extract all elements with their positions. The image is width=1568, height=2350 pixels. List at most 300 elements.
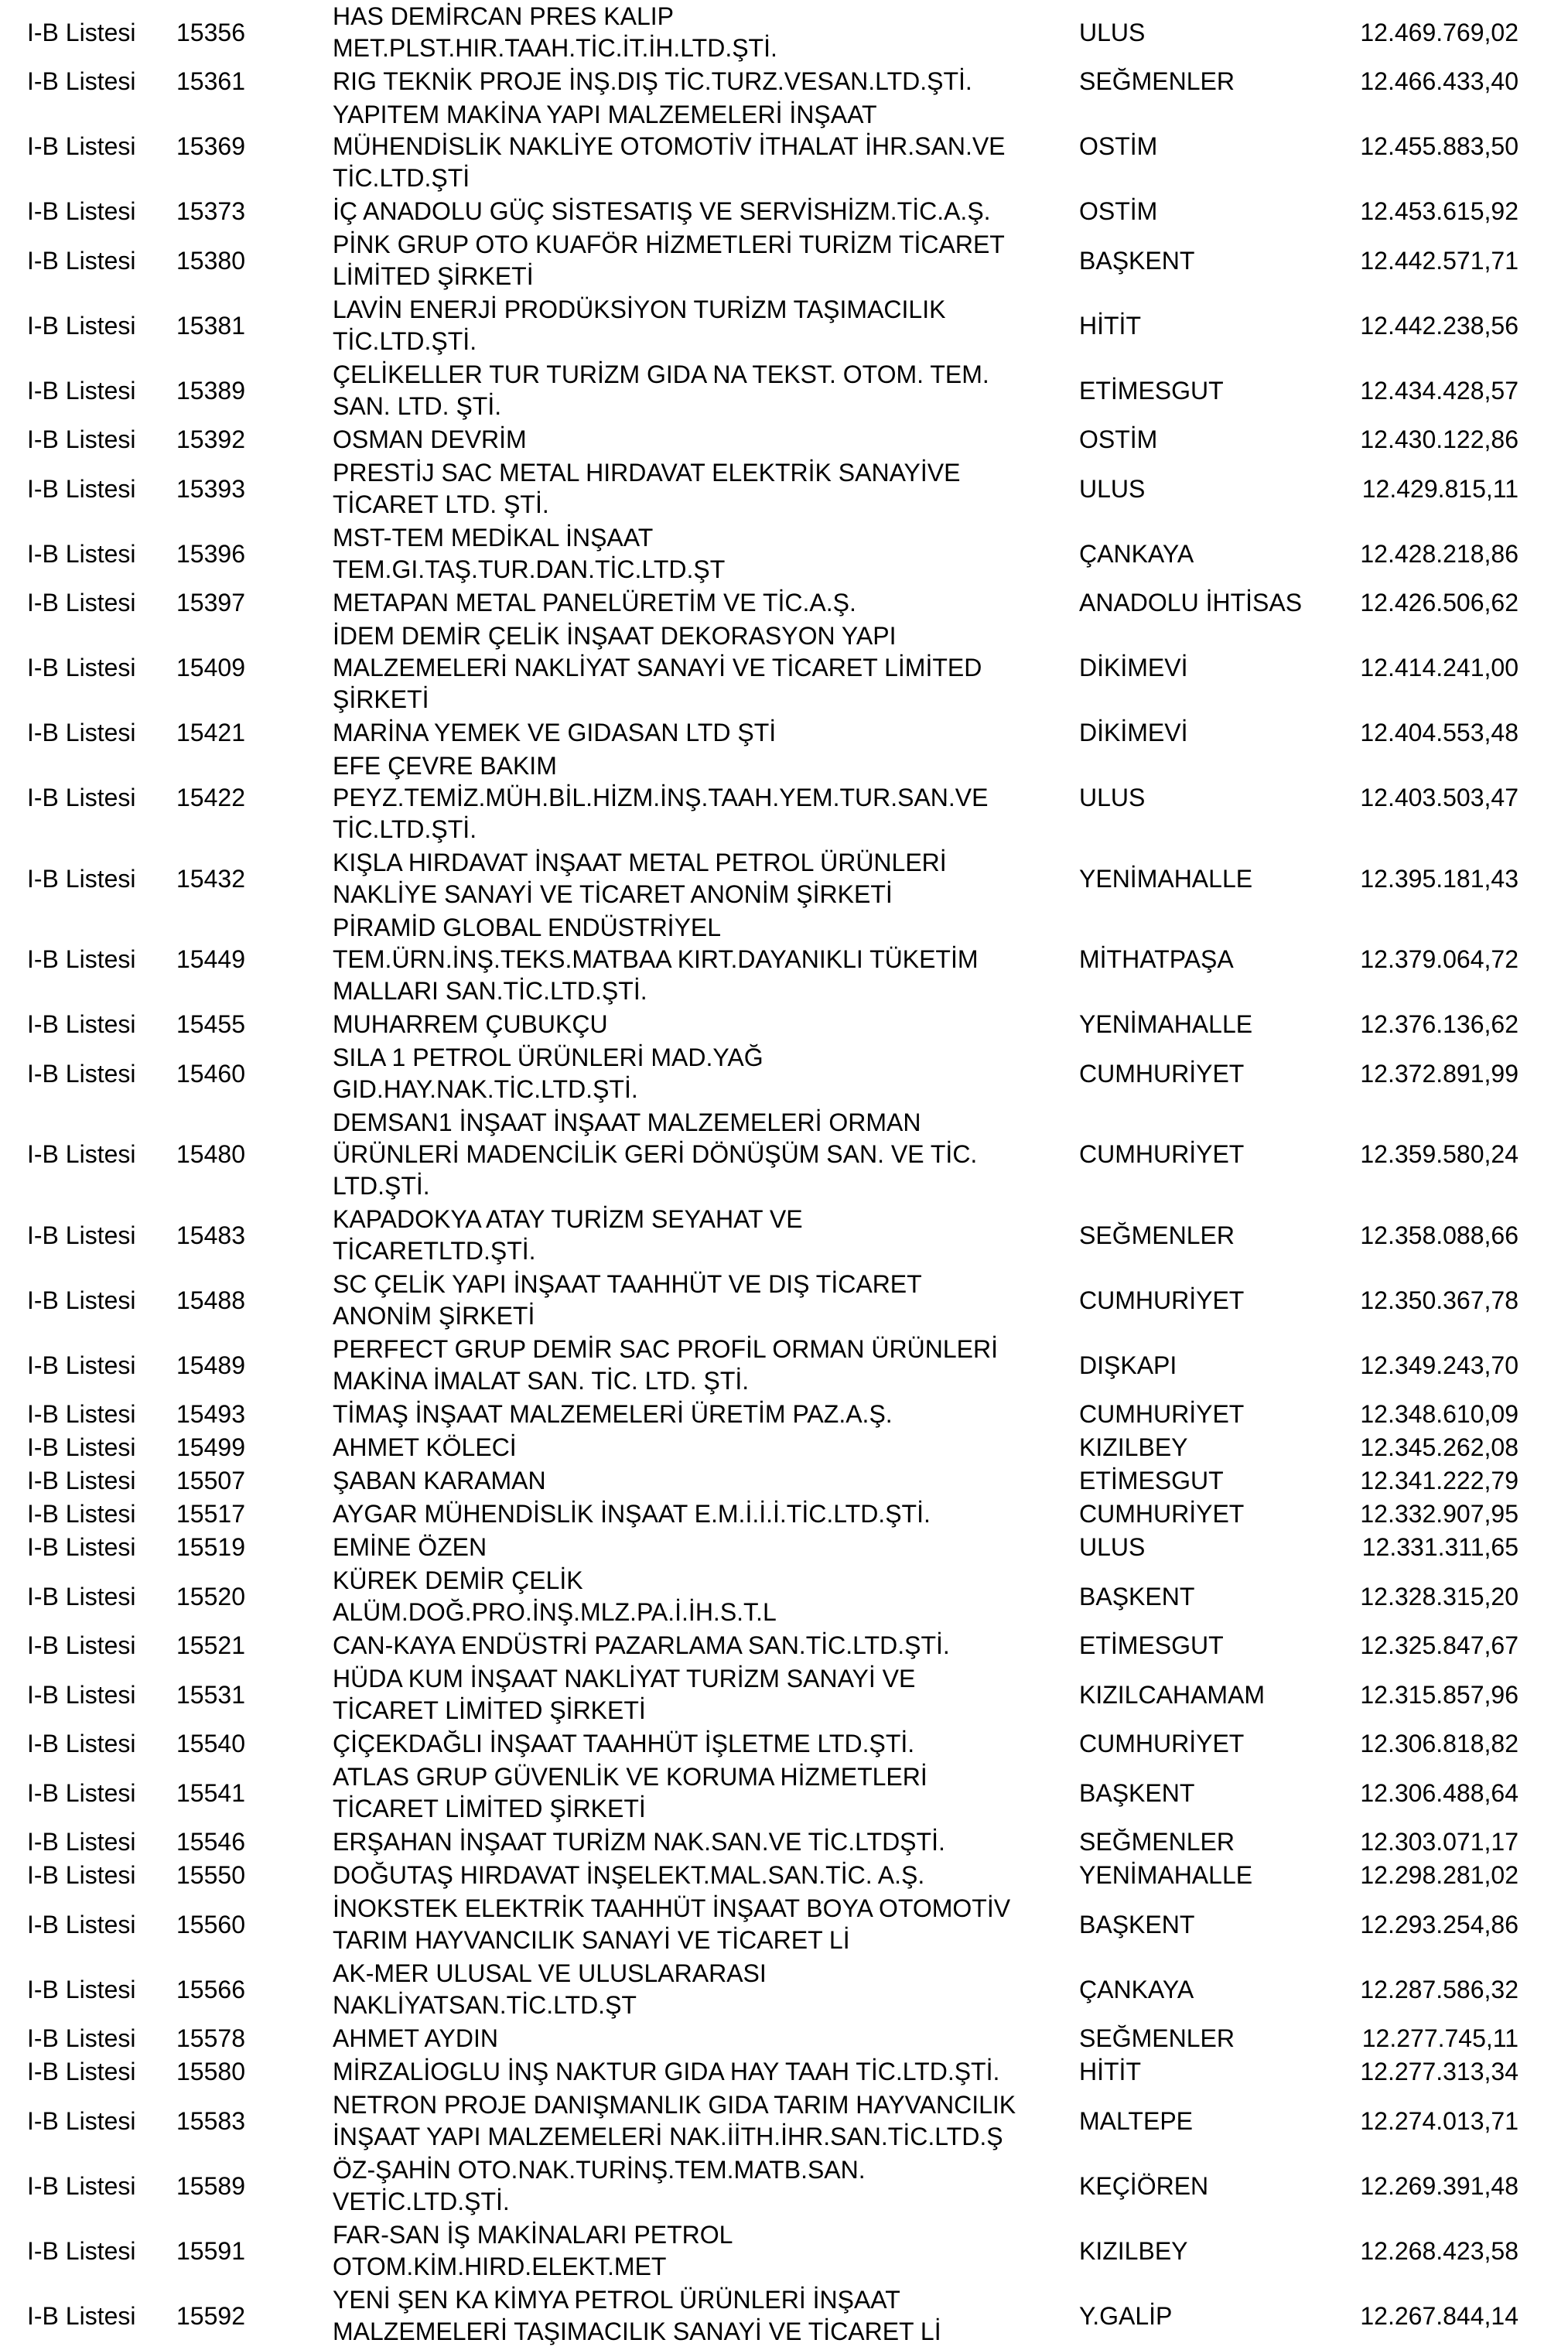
- company-name-cell: [333, 1958, 1079, 2021]
- company-name-cell: [333, 2219, 1079, 2283]
- row-number-cell: 15550: [176, 1861, 245, 1889]
- company-name-line: LTD.ŞTİ.: [333, 1172, 430, 1200]
- table-row: [0, 1957, 1568, 2022]
- row-number-cell: 15483: [176, 1221, 245, 1249]
- company-name-line: HAS DEMİRCAN PRES KALIP: [333, 2, 674, 30]
- table-row: [0, 620, 1568, 716]
- row-number-cell: 15517: [176, 1500, 245, 1528]
- company-name-cell: [333, 1, 1079, 64]
- list-type-cell: I-B Listesi: [27, 1400, 136, 1428]
- row-number-cell: 15520: [176, 1582, 245, 1611]
- amount-cell: 12.345.262,08: [1360, 1433, 1518, 1461]
- company-name-line: YENİ ŞEN KA KİMYA PETROL ÜRÜNLERİ İNŞAAT: [333, 2286, 900, 2314]
- district-cell: OSTİM: [1079, 132, 1158, 160]
- table-row: [0, 521, 1568, 586]
- district-cell: BAŞKENT: [1079, 246, 1195, 275]
- list-type-cell: I-B Listesi: [27, 2024, 136, 2052]
- district-cell: ETİMESGUT: [1079, 376, 1224, 405]
- company-name-line: PİNK GRUP OTO KUAFÖR HİZMETLERİ TURİZM TİCARET: [333, 231, 1005, 258]
- company-name-line: MALZEMELERİ NAKLİYAT SANAYİ VE TİCARET LİMİTED: [333, 654, 982, 681]
- district-cell: ULUS: [1079, 784, 1146, 811]
- amount-cell: 12.350.367,78: [1360, 1286, 1518, 1314]
- row-number-cell: 15449: [176, 945, 245, 973]
- district-cell: ULUS: [1079, 18, 1146, 46]
- company-name-cell: [333, 457, 1079, 521]
- list-type-cell: I-B Listesi: [27, 1828, 136, 1856]
- district-cell: YENİMAHALLE: [1079, 1861, 1253, 1889]
- company-name-cell: [333, 750, 1079, 845]
- company-name-cell: [333, 294, 1079, 357]
- company-name-line: TİMAŞ İNŞAAT MALZEMELERİ ÜRETİM PAZ.A.Ş.: [333, 1400, 893, 1428]
- amount-cell: 12.442.238,56: [1360, 311, 1518, 340]
- list-type-cell: I-B Listesi: [27, 784, 136, 811]
- row-number-cell: 15589: [176, 2171, 245, 2200]
- list-type-cell: I-B Listesi: [27, 1680, 136, 1709]
- list-type-cell: I-B Listesi: [27, 945, 136, 973]
- amount-cell: 12.274.013,71: [1360, 2106, 1518, 2135]
- company-name-line: AHMET KÖLECİ: [333, 1433, 517, 1461]
- company-name-cell: [333, 2023, 1079, 2055]
- company-name-cell: [333, 196, 1079, 227]
- district-cell: HİTİT: [1079, 311, 1141, 340]
- district-cell: MALTEPE: [1079, 2106, 1193, 2135]
- amount-cell: 12.379.064,72: [1360, 945, 1518, 973]
- company-name-line: AK-MER ULUSAL VE ULUSLARARASI: [333, 1959, 767, 1987]
- company-name-cell: [333, 1565, 1079, 1628]
- company-name-cell: [333, 1269, 1079, 1332]
- amount-cell: 12.325.847,67: [1360, 1631, 1518, 1659]
- amount-cell: 12.434.428,57: [1360, 376, 1518, 405]
- row-number-cell: 15392: [176, 425, 245, 453]
- company-name-line: HÜDA KUM İNŞAAT NAKLİYAT TURİZM SANAYİ VE: [333, 1665, 916, 1692]
- district-cell: CUMHURİYET: [1079, 1730, 1245, 1757]
- company-name-line: ÇELİKELLER TUR TURİZM GIDA NA TEKST. OTOM. TEM.: [333, 360, 989, 388]
- list-type-cell: I-B Listesi: [27, 1467, 136, 1494]
- district-cell: BAŞKENT: [1079, 1910, 1195, 1938]
- table-row: [0, 586, 1568, 620]
- amount-cell: 12.359.580,24: [1360, 1140, 1518, 1168]
- company-name-line: ÇİÇEKDAĞLI İNŞAAT TAAHHÜT İŞLETME LTD.ŞTİ.: [333, 1730, 915, 1757]
- table-row: [0, 358, 1568, 423]
- amount-cell: 12.358.088,66: [1360, 1221, 1518, 1249]
- district-cell: KIZILBEY: [1079, 1433, 1188, 1461]
- table-row: [0, 1041, 1568, 1106]
- company-name-line: EMİNE ÖZEN: [333, 1533, 487, 1561]
- row-number-cell: 15393: [176, 474, 245, 503]
- table-row: [0, 1826, 1568, 1859]
- company-name-line: NAKLİYATSAN.TİC.LTD.ŞT: [333, 1991, 637, 2019]
- company-name-cell: [333, 66, 1079, 97]
- company-name-line: NAKLİYE SANAYİ VE TİCARET ANONİM ŞİRKETİ: [333, 880, 893, 908]
- amount-cell: 12.428.218,86: [1360, 539, 1518, 568]
- table-row: [0, 228, 1568, 293]
- list-type-cell: I-B Listesi: [27, 2171, 136, 2200]
- company-name-line: ÜRÜNLERİ MADENCİLİK GERİ DÖNÜŞÜM SAN. VE TİC.: [333, 1140, 978, 1168]
- table-row: [0, 1398, 1568, 1431]
- amount-cell: 12.466.433,40: [1360, 67, 1518, 95]
- row-number-cell: 15507: [176, 1467, 245, 1494]
- table-row: [0, 1761, 1568, 1826]
- row-number-cell: 15361: [176, 67, 245, 95]
- table-row: [0, 1859, 1568, 1892]
- amount-cell: 12.403.503,47: [1360, 784, 1518, 811]
- row-number-cell: 15369: [176, 132, 245, 160]
- list-type-cell: I-B Listesi: [27, 1010, 136, 1038]
- row-number-cell: 15397: [176, 589, 245, 617]
- district-cell: KIZILCAHAMAM: [1079, 1680, 1266, 1709]
- amount-cell: 12.328.315,20: [1360, 1582, 1518, 1611]
- list-type-cell: I-B Listesi: [27, 1059, 136, 1088]
- list-type-cell: I-B Listesi: [27, 1910, 136, 1938]
- list-type-cell: I-B Listesi: [27, 1351, 136, 1379]
- district-cell: YENİMAHALLE: [1079, 864, 1253, 893]
- amount-cell: 12.303.071,17: [1360, 1828, 1518, 1856]
- company-name-line: OTOM.KİM.HIRD.ELEKT.MET: [333, 2253, 667, 2280]
- company-name-cell: [333, 229, 1079, 292]
- list-type-cell: I-B Listesi: [27, 589, 136, 617]
- company-name-line: NETRON PROJE DANIŞMANLIK GIDA TARIM HAYVANCILIK: [333, 2091, 1016, 2119]
- district-cell: BAŞKENT: [1079, 1582, 1195, 1611]
- list-type-cell: I-B Listesi: [27, 2058, 136, 2085]
- table-row: [0, 1662, 1568, 1727]
- company-name-line: ÖZ-ŞAHİN OTO.NAK.TURİNŞ.TEM.MATB.SAN.: [333, 2156, 866, 2184]
- company-name-line: KAPADOKYA ATAY TURİZM SEYAHAT VE: [333, 1205, 803, 1233]
- amount-cell: 12.372.891,99: [1360, 1059, 1518, 1088]
- table-row: [0, 65, 1568, 98]
- company-name-line: MALLARI SAN.TİC.LTD.ŞTİ.: [333, 977, 647, 1005]
- district-cell: HİTİT: [1079, 2058, 1141, 2085]
- company-name-cell: [333, 1826, 1079, 1858]
- amount-cell: 12.267.844,14: [1360, 2301, 1518, 2330]
- district-cell: ULUS: [1079, 1533, 1146, 1561]
- company-name-cell: [333, 1498, 1079, 1530]
- company-name-cell: [333, 2056, 1079, 2088]
- amount-cell: 12.426.506,62: [1360, 589, 1518, 617]
- table-row: [0, 1106, 1568, 1203]
- row-number-cell: 15531: [176, 1680, 245, 1709]
- company-name-cell: [333, 359, 1079, 422]
- table-row: [0, 2089, 1568, 2154]
- company-name-cell: [333, 2284, 1079, 2348]
- row-number-cell: 15422: [176, 784, 245, 811]
- company-name-line: DEMSAN1 İNŞAAT İNŞAAT MALZEMELERİ ORMAN: [333, 1108, 921, 1136]
- company-name-line: TEM.GI.TAŞ.TUR.DAN.TİC.LTD.ŞT: [333, 555, 726, 583]
- company-name-line: KIŞLA HIRDAVAT İNŞAAT METAL PETROL ÜRÜNLERİ: [333, 849, 947, 876]
- amount-cell: 12.277.313,34: [1360, 2058, 1518, 2085]
- table-row: [0, 2154, 1568, 2218]
- district-cell: OSTİM: [1079, 197, 1158, 225]
- list-type-cell: I-B Listesi: [27, 1631, 136, 1659]
- company-name-line: MİRZALİOGLU İNŞ NAKTUR GIDA HAY TAAH TİC.LTD.ŞTİ.: [333, 2058, 1000, 2085]
- company-name-line: SILA 1 PETROL ÜRÜNLERİ MAD.YAĞ: [333, 1043, 764, 1071]
- table-row: [0, 1431, 1568, 1464]
- company-name-cell: [333, 1761, 1079, 1825]
- amount-cell: 12.376.136,62: [1360, 1010, 1518, 1038]
- company-name-line: YAPITEM MAKİNA YAPI MALZEMELERİ İNŞAAT: [333, 101, 877, 128]
- company-name-cell: [333, 522, 1079, 586]
- table-row: [0, 2283, 1568, 2348]
- district-cell: CUMHURİYET: [1079, 1059, 1245, 1088]
- row-number-cell: 15389: [176, 376, 245, 405]
- amount-cell: 12.414.241,00: [1360, 654, 1518, 681]
- company-name-line: İNOKSTEK ELEKTRİK TAAHHÜT İNŞAAT BOYA OTOMOTİV: [333, 1894, 1011, 1922]
- district-cell: YENİMAHALLE: [1079, 1010, 1253, 1038]
- district-cell: ÇANKAYA: [1079, 539, 1194, 568]
- company-name-line: OSMAN DEVRİM: [333, 425, 527, 453]
- list-type-cell: I-B Listesi: [27, 132, 136, 160]
- company-name-cell: [333, 1630, 1079, 1662]
- amount-cell: 12.298.281,02: [1360, 1861, 1518, 1889]
- table-row: [0, 911, 1568, 1008]
- row-number-cell: 15578: [176, 2024, 245, 2052]
- list-type-cell: I-B Listesi: [27, 246, 136, 275]
- amount-cell: 12.395.181,43: [1360, 864, 1518, 893]
- list-type-cell: I-B Listesi: [27, 18, 136, 46]
- amount-cell: 12.430.122,86: [1360, 425, 1518, 453]
- list-type-cell: I-B Listesi: [27, 1533, 136, 1561]
- district-cell: SEĞMENLER: [1079, 1828, 1235, 1856]
- amount-cell: 12.455.883,50: [1360, 132, 1518, 160]
- company-name-cell: [333, 587, 1079, 619]
- amount-cell: 12.429.815,11: [1361, 474, 1518, 503]
- company-name-line: RIG TEKNİK PROJE İNŞ.DIŞ TİC.TURZ.VESAN.LTD.ŞTİ.: [333, 67, 972, 95]
- table-row: [0, 846, 1568, 911]
- company-name-line: TİCARETLTD.ŞTİ.: [333, 1237, 536, 1265]
- company-name-cell: [333, 424, 1079, 456]
- amount-cell: 12.348.610,09: [1360, 1400, 1518, 1428]
- company-name-line: TİCARET LİMİTED ŞİRKETİ: [333, 1795, 646, 1822]
- district-cell: SEĞMENLER: [1079, 2024, 1235, 2052]
- district-cell: SEĞMENLER: [1079, 67, 1235, 95]
- company-name-cell: [333, 2154, 1079, 2218]
- table-row: [0, 2218, 1568, 2283]
- district-cell: MİTHATPAŞA: [1079, 945, 1234, 973]
- company-name-line: ŞİRKETİ: [333, 685, 429, 713]
- company-name-line: MUHARREM ÇUBUKÇU: [333, 1010, 608, 1038]
- district-cell: CUMHURİYET: [1079, 1140, 1245, 1168]
- list-type-cell: I-B Listesi: [27, 425, 136, 453]
- list-type-cell: I-B Listesi: [27, 1975, 136, 2003]
- amount-cell: 12.287.586,32: [1360, 1975, 1518, 2003]
- company-name-cell: [333, 1107, 1079, 1202]
- company-name-line: LAVİN ENERJİ PRODÜKSİYON TURİZM TAŞIMACILIK: [333, 295, 946, 323]
- list-type-cell: I-B Listesi: [27, 864, 136, 893]
- row-number-cell: 15421: [176, 719, 245, 746]
- table-row: [0, 750, 1568, 846]
- company-name-cell: [333, 2089, 1079, 2153]
- district-cell: CUMHURİYET: [1079, 1500, 1245, 1528]
- company-name-line: AHMET AYDIN: [333, 2024, 498, 2052]
- district-cell: SEĞMENLER: [1079, 1221, 1235, 1249]
- company-name-line: CAN-KAYA ENDÜSTRİ PAZARLAMA SAN.TİC.LTD.ŞTİ.: [333, 1631, 950, 1659]
- company-name-line: PİRAMİD GLOBAL ENDÜSTRİYEL: [333, 914, 722, 941]
- company-name-line: FAR-SAN İŞ MAKİNALARI PETROL: [333, 2221, 733, 2249]
- list-type-cell: I-B Listesi: [27, 1433, 136, 1461]
- company-name-line: SC ÇELİK YAPI İNŞAAT TAAHHÜT VE DIŞ TİCARET: [333, 1270, 922, 1298]
- company-name-line: MÜHENDİSLİK NAKLİYE OTOMOTİV İTHALAT İHR.SAN.VE: [333, 132, 1006, 160]
- district-cell: CUMHURİYET: [1079, 1400, 1245, 1428]
- row-number-cell: 15499: [176, 1433, 245, 1461]
- row-number-cell: 15521: [176, 1631, 245, 1659]
- table-row: [0, 0, 1568, 65]
- amount-cell: 12.268.423,58: [1360, 2236, 1518, 2265]
- company-name-line: AYGAR MÜHENDİSLİK İNŞAAT E.M.İ.İ.İ.TİC.LTD.ŞTİ.: [333, 1500, 931, 1528]
- table-row: [0, 195, 1568, 228]
- amount-cell: 12.293.254,86: [1360, 1910, 1518, 1938]
- company-name-cell: [333, 1465, 1079, 1497]
- company-name-cell: [333, 1663, 1079, 1727]
- table-row: [0, 1727, 1568, 1761]
- company-name-line: DOĞUTAŞ HIRDAVAT İNŞELEKT.MAL.SAN.TİC. A.Ş.: [333, 1861, 925, 1889]
- company-name-line: KÜREK DEMİR ÇELİK: [333, 1566, 583, 1594]
- company-name-line: VETİC.LTD.ŞTİ.: [333, 2188, 510, 2215]
- list-type-cell: I-B Listesi: [27, 1730, 136, 1757]
- company-name-line: TARIM HAYVANCILIK SANAYİ VE TİCARET Lİ: [333, 1926, 850, 1954]
- district-cell: OSTİM: [1079, 425, 1158, 453]
- amount-cell: 12.453.615,92: [1360, 197, 1518, 225]
- company-name-line: EFE ÇEVRE BAKIM: [333, 752, 557, 780]
- list-type-cell: I-B Listesi: [27, 1140, 136, 1168]
- company-name-cell: [333, 1893, 1079, 1956]
- table-row: [0, 1629, 1568, 1662]
- row-number-cell: 15480: [176, 1140, 245, 1168]
- row-number-cell: 15566: [176, 1975, 245, 2003]
- table-row: [0, 1268, 1568, 1333]
- row-number-cell: 15489: [176, 1351, 245, 1379]
- company-name-line: TİC.LTD.ŞTİ: [333, 164, 470, 192]
- table-row: [0, 2055, 1568, 2089]
- table-row: [0, 98, 1568, 195]
- company-name-line: TİC.LTD.ŞTİ.: [333, 327, 477, 355]
- company-name-line: ANONİM ŞİRKETİ: [333, 1302, 535, 1330]
- company-name-line: İNŞAAT YAPI MALZEMELERİ NAK.İİTH.İHR.SAN.TİC.LTD.Ş: [333, 2123, 1003, 2150]
- row-number-cell: 15373: [176, 197, 245, 225]
- district-cell: ULUS: [1079, 474, 1146, 503]
- company-name-line: İDEM DEMİR ÇELİK İNŞAAT DEKORASYON YAPI: [333, 622, 897, 650]
- list-type-cell: I-B Listesi: [27, 539, 136, 568]
- district-cell: ÇANKAYA: [1079, 1975, 1194, 2003]
- table-row: [0, 1333, 1568, 1398]
- company-name-cell: [333, 847, 1079, 910]
- district-cell: CUMHURİYET: [1079, 1286, 1245, 1314]
- row-number-cell: 15583: [176, 2106, 245, 2135]
- company-name-line: İÇ ANADOLU GÜÇ SİSTESATIŞ VE SERVİSHİZM.TİC.A.Ş.: [333, 197, 991, 225]
- list-type-cell: I-B Listesi: [27, 719, 136, 746]
- table-row: [0, 293, 1568, 358]
- table-row: [0, 2022, 1568, 2055]
- list-type-cell: I-B Listesi: [27, 2106, 136, 2135]
- list-type-cell: I-B Listesi: [27, 1286, 136, 1314]
- company-name-line: SAN. LTD. ŞTİ.: [333, 392, 502, 420]
- amount-cell: 12.269.391,48: [1360, 2171, 1518, 2200]
- list-type-cell: I-B Listesi: [27, 311, 136, 340]
- amount-cell: 12.331.311,65: [1361, 1533, 1518, 1561]
- company-name-cell: [333, 1728, 1079, 1760]
- list-type-cell: I-B Listesi: [27, 376, 136, 405]
- district-cell: Y.GALİP: [1079, 2301, 1173, 2330]
- list-type-cell: I-B Listesi: [27, 2236, 136, 2265]
- table-row: [0, 1498, 1568, 1531]
- company-name-cell: [333, 1009, 1079, 1040]
- company-name-line: METAPAN METAL PANELÜRETİM VE TİC.A.Ş.: [333, 589, 856, 617]
- amount-cell: 12.315.857,96: [1360, 1680, 1518, 1709]
- amount-cell: 12.277.745,11: [1361, 2024, 1518, 2052]
- list-type-cell: I-B Listesi: [27, 197, 136, 225]
- row-number-cell: 15380: [176, 246, 245, 275]
- company-name-cell: [333, 1432, 1079, 1464]
- company-name-line: GID.HAY.NAK.TİC.LTD.ŞTİ.: [333, 1075, 638, 1103]
- company-name-cell: [333, 717, 1079, 749]
- district-cell: ANADOLU İHTİSAS: [1079, 589, 1303, 617]
- list-type-cell: I-B Listesi: [27, 67, 136, 95]
- table-row: [0, 456, 1568, 521]
- table-row: [0, 716, 1568, 750]
- company-name-line: ALÜM.DOĞ.PRO.İNŞ.MLZ.PA.İ.İH.S.T.L: [333, 1598, 777, 1626]
- list-type-cell: I-B Listesi: [27, 1500, 136, 1528]
- amount-cell: 12.442.571,71: [1360, 246, 1518, 275]
- table-row: [0, 1564, 1568, 1629]
- district-cell: DİKİMEVİ: [1079, 719, 1188, 746]
- amount-cell: 12.341.222,79: [1360, 1467, 1518, 1494]
- company-name-line: LİMİTED ŞİRKETİ: [333, 262, 534, 290]
- company-name-line: MST-TEM MEDİKAL İNŞAAT: [333, 524, 654, 552]
- table-row: [0, 1008, 1568, 1041]
- amount-cell: 12.306.488,64: [1360, 1778, 1518, 1807]
- row-number-cell: 15592: [176, 2301, 245, 2330]
- table-row: [0, 1531, 1568, 1564]
- company-name-line: TİCARET LTD. ŞTİ.: [333, 490, 549, 518]
- district-cell: BAŞKENT: [1079, 1778, 1195, 1807]
- district-cell: ETİMESGUT: [1079, 1467, 1224, 1494]
- company-name-line: ŞABAN KARAMAN: [333, 1467, 546, 1494]
- company-name-line: PRESTİJ SAC METAL HIRDAVAT ELEKTRİK SANAYİVE: [333, 459, 961, 487]
- row-number-cell: 15460: [176, 1059, 245, 1088]
- table-row: [0, 1203, 1568, 1268]
- list-type-cell: I-B Listesi: [27, 1861, 136, 1889]
- row-number-cell: 15493: [176, 1400, 245, 1428]
- row-number-cell: 15488: [176, 1286, 245, 1314]
- row-number-cell: 15580: [176, 2058, 245, 2085]
- row-number-cell: 15546: [176, 1828, 245, 1856]
- row-number-cell: 15396: [176, 539, 245, 568]
- company-name-cell: [333, 1860, 1079, 1891]
- list-type-cell: I-B Listesi: [27, 1582, 136, 1611]
- list-type-cell: I-B Listesi: [27, 1778, 136, 1807]
- district-cell: DİKİMEVİ: [1079, 654, 1188, 681]
- amount-cell: 12.469.769,02: [1360, 18, 1518, 46]
- company-name-line: MAKİNA İMALAT SAN. TİC. LTD. ŞTİ.: [333, 1367, 750, 1395]
- company-name-cell: [333, 1334, 1079, 1397]
- district-cell: ETİMESGUT: [1079, 1631, 1224, 1659]
- row-number-cell: 15591: [176, 2236, 245, 2265]
- company-name-cell: [333, 620, 1079, 716]
- district-cell: KIZILBEY: [1079, 2236, 1188, 2265]
- company-name-line: PEYZ.TEMİZ.MÜH.BİL.HİZM.İNŞ.TAAH.YEM.TUR.SAN.VE: [333, 784, 989, 811]
- table-row: [0, 1464, 1568, 1498]
- list-type-cell: I-B Listesi: [27, 1221, 136, 1249]
- row-number-cell: 15541: [176, 1778, 245, 1807]
- company-name-line: ERŞAHAN İNŞAAT TURİZM NAK.SAN.VE TİC.LTDŞTİ.: [333, 1828, 945, 1856]
- row-number-cell: 15356: [176, 18, 245, 46]
- company-name-line: MALZEMELERİ TAŞIMACILIK SANAYİ VE TİCARET Lİ: [333, 2318, 941, 2345]
- amount-cell: 12.349.243,70: [1360, 1351, 1518, 1379]
- company-name-line: TİC.LTD.ŞTİ.: [333, 815, 477, 843]
- row-number-cell: 15519: [176, 1533, 245, 1561]
- district-cell: KEÇİÖREN: [1079, 2171, 1209, 2200]
- row-number-cell: 15560: [176, 1910, 245, 1938]
- company-name-cell: [333, 912, 1079, 1007]
- company-name-line: MARİNA YEMEK VE GIDASAN LTD ŞTİ: [333, 719, 777, 746]
